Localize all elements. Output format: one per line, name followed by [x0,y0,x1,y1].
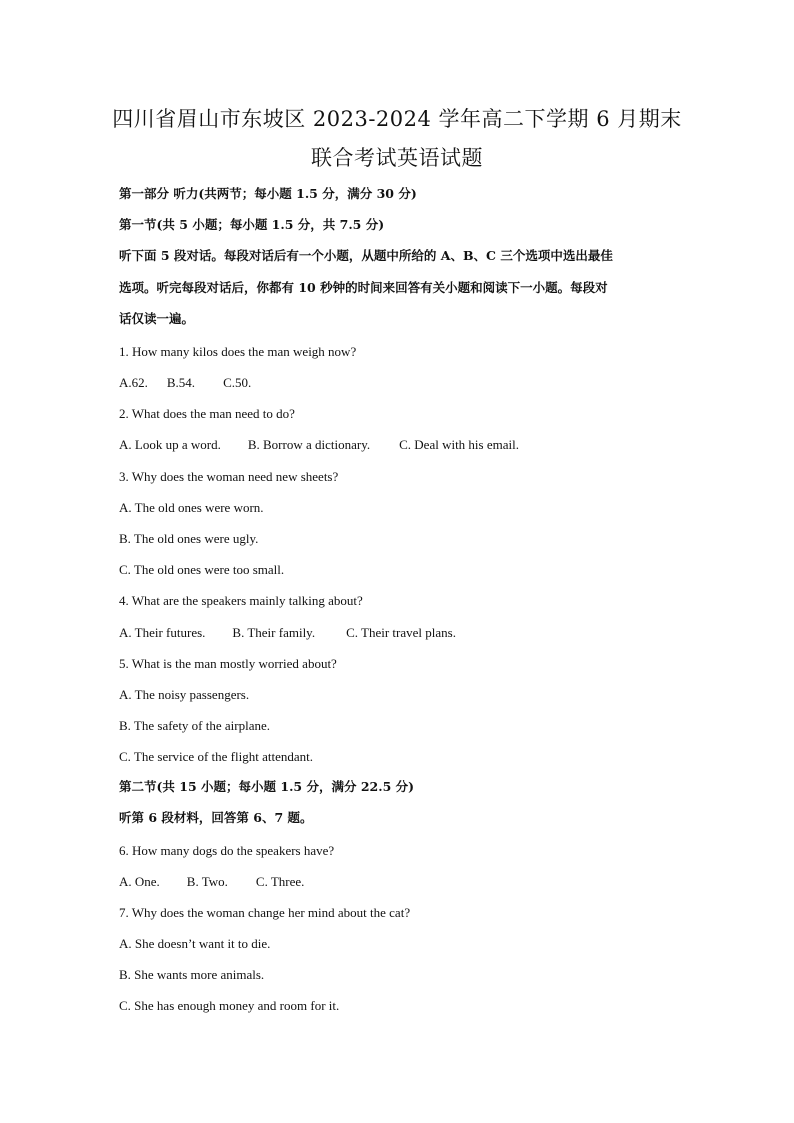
question-2-options [119,438,519,451]
instruction-line: 选项。听完每段对话后，你都有 10 秒钟的时间来回答有关小题和阅读下一小题。每段对 [119,280,608,295]
option-b: B.54. [166,375,196,390]
question-6-stem: 6. How many dogs do the speakers have? [119,843,335,858]
section-2-heading: 第二节(共 15 小题；每小题 1.5 分，满分 22.5 分) [119,779,415,794]
option-a: A. Look up a word. [119,437,221,452]
instruction-line: 听下面 5 段对话。每段对话后有一个小题，从题中所给的 A、B、C 三个选项中选出最佳 [119,248,613,263]
question-4-stem: 4. What are the speakers mainly talking about? [119,593,363,608]
question-4-options [119,626,456,639]
page-title-line-2: 联合考试英语试题 [311,146,483,170]
instruction-line: 话仅读一遍。 [119,311,195,326]
option-c: C.50. [223,375,252,390]
question-5-option-b: B. The safety of the airplane. [119,718,271,733]
question-7-option-b: B. She wants more animals. [119,967,265,982]
question-3-option-b: B. The old ones were ugly. [119,531,259,546]
section-2-instruction: 听第 6 段材料，回答第 6、7 题。 [119,810,313,825]
option-c: C. Deal with his email. [399,437,519,452]
question-5-option-a: A. The noisy passengers. [119,687,250,702]
option-b: B. Two. [186,874,228,889]
option-a: A.62. [119,375,148,390]
section-1-heading: 第一节(共 5 小题；每小题 1.5 分，共 7.5 分) [119,217,385,232]
question-3-option-c: C. The old ones were too small. [119,562,285,577]
option-b: B. Their family. [232,625,316,640]
option-c: C. Three. [255,874,305,889]
question-2-stem: 2. What does the man need to do? [119,406,295,421]
question-3-stem: 3. Why does the woman need new sheets? [119,469,339,484]
question-3-option-a: A. The old ones were worn. [119,500,264,515]
part-heading: 第一部分 听力(共两节；每小题 1.5 分，满分 30 分) [119,186,417,201]
question-5-stem: 5. What is the man mostly worried about? [119,656,337,671]
option-a: A. Their futures. [119,625,206,640]
question-7-option-a: A. She doesn’t want it to die. [119,936,271,951]
question-6-options [119,875,304,888]
question-1-options [119,376,251,389]
question-1-stem: 1. How many kilos does the man weigh now? [119,344,357,359]
question-5-option-c: C. The service of the flight attendant. [119,749,313,764]
option-c: C. Their travel plans. [346,625,456,640]
option-a: A. One. [119,874,160,889]
option-b: B. Borrow a dictionary. [247,437,371,452]
question-7-option-c: C. She has enough money and room for it. [119,998,340,1013]
page-title-line-1: 四川省眉山市东坡区 2023-2024 学年高二下学期 6 月期末 [112,107,682,131]
question-7-stem: 7. Why does the woman change her mind about the cat? [119,905,411,920]
